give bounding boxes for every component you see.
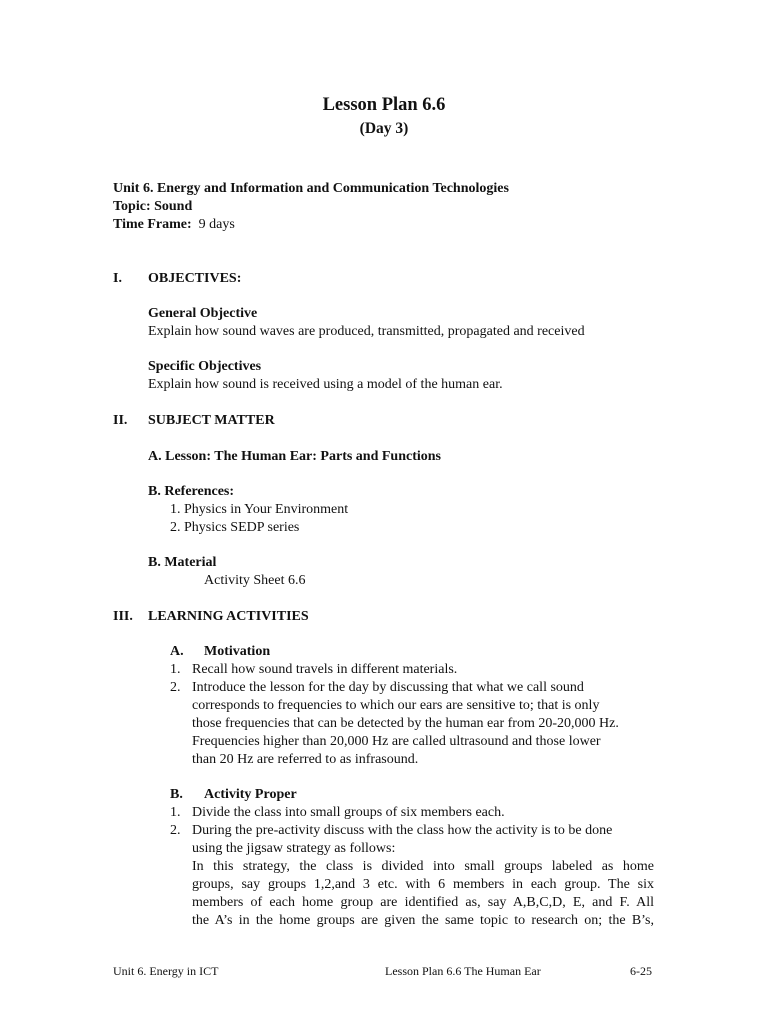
unit-line: Unit 6. Energy and Information and Communication Technologies: [113, 181, 509, 196]
list-item-line: Frequencies higher than 20,000 Hz are called ultrasound and those lower: [192, 734, 601, 749]
motivation-letter: A.: [170, 644, 184, 659]
section-1-numeral: I.: [113, 271, 122, 286]
list-item-line: than 20 Hz are referred to as infrasound.: [192, 752, 419, 767]
time-frame-line: [113, 216, 235, 234]
list-item: Recall how sound travels in different materials.: [192, 662, 458, 677]
footer-left: Unit 6. Energy in ICT: [113, 964, 219, 978]
topic-line: Topic: Sound: [113, 199, 193, 214]
list-item: Divide the class into small groups of six members each.: [192, 805, 505, 820]
material-text: Activity Sheet 6.6: [204, 573, 306, 588]
lesson-line: A. Lesson: The Human Ear: Parts and Functions: [148, 449, 442, 464]
page-subtitle: (Day 3): [359, 120, 409, 137]
time-frame-value: 9 days: [198, 217, 235, 232]
specific-objectives-heading: Specific Objectives: [148, 359, 262, 374]
strategy-line: In this strategy, the class is divided into small groups labeled as home: [192, 859, 654, 874]
strategy-line: members of each home group are identified as, say A,B,C,D, E, and F. All: [192, 895, 654, 910]
reference-item: 1. Physics in Your Environment: [170, 502, 349, 517]
page-title: Lesson Plan 6.6: [322, 95, 446, 115]
list-item-line: During the pre-activity discuss with the class how the activity is to be done: [192, 823, 613, 838]
footer-center: Lesson Plan 6.6 The Human Ear: [385, 964, 541, 978]
section-3-numeral: III.: [113, 609, 133, 624]
general-objective-heading: General Objective: [148, 306, 258, 321]
list-item-line: corresponds to frequencies to which our ears are sensitive to; that is only: [192, 698, 600, 713]
section-2-heading: SUBJECT MATTER: [148, 413, 275, 428]
list-number: 2.: [170, 823, 181, 838]
section-2-numeral: II.: [113, 413, 128, 428]
section-3-heading: LEARNING ACTIVITIES: [148, 609, 309, 624]
strategy-line: groups, say groups 1,2,and 3 etc. with 6 members in each group. The six: [192, 877, 654, 892]
motivation-heading: Motivation: [204, 644, 271, 659]
footer-page-number: 6-25: [630, 964, 652, 978]
specific-objectives-text: Explain how sound is received using a model of the human ear.: [148, 377, 503, 392]
list-number: 1.: [170, 805, 181, 820]
time-frame-label: Time Frame:: [113, 217, 192, 232]
activity-heading: Activity Proper: [204, 787, 297, 802]
activity-letter: B.: [170, 787, 183, 802]
material-heading: B. Material: [148, 555, 217, 570]
list-number: 2.: [170, 680, 181, 695]
list-item-line: those frequencies that can be detected by the human ear from 20-20,000 Hz.: [192, 716, 619, 731]
list-item-line: Introduce the lesson for the day by discussing that what we call sound: [192, 680, 584, 695]
reference-item: 2. Physics SEDP series: [170, 520, 300, 535]
general-objective-text: Explain how sound waves are produced, transmitted, propagated and received: [148, 324, 585, 339]
strategy-line: the A’s in the home groups are given the same topic to research on; the B’s,: [192, 913, 654, 928]
section-1-heading: OBJECTIVES:: [148, 271, 242, 286]
list-item-line: using the jigsaw strategy as follows:: [192, 841, 396, 856]
references-heading: B. References:: [148, 484, 235, 499]
list-number: 1.: [170, 662, 181, 677]
